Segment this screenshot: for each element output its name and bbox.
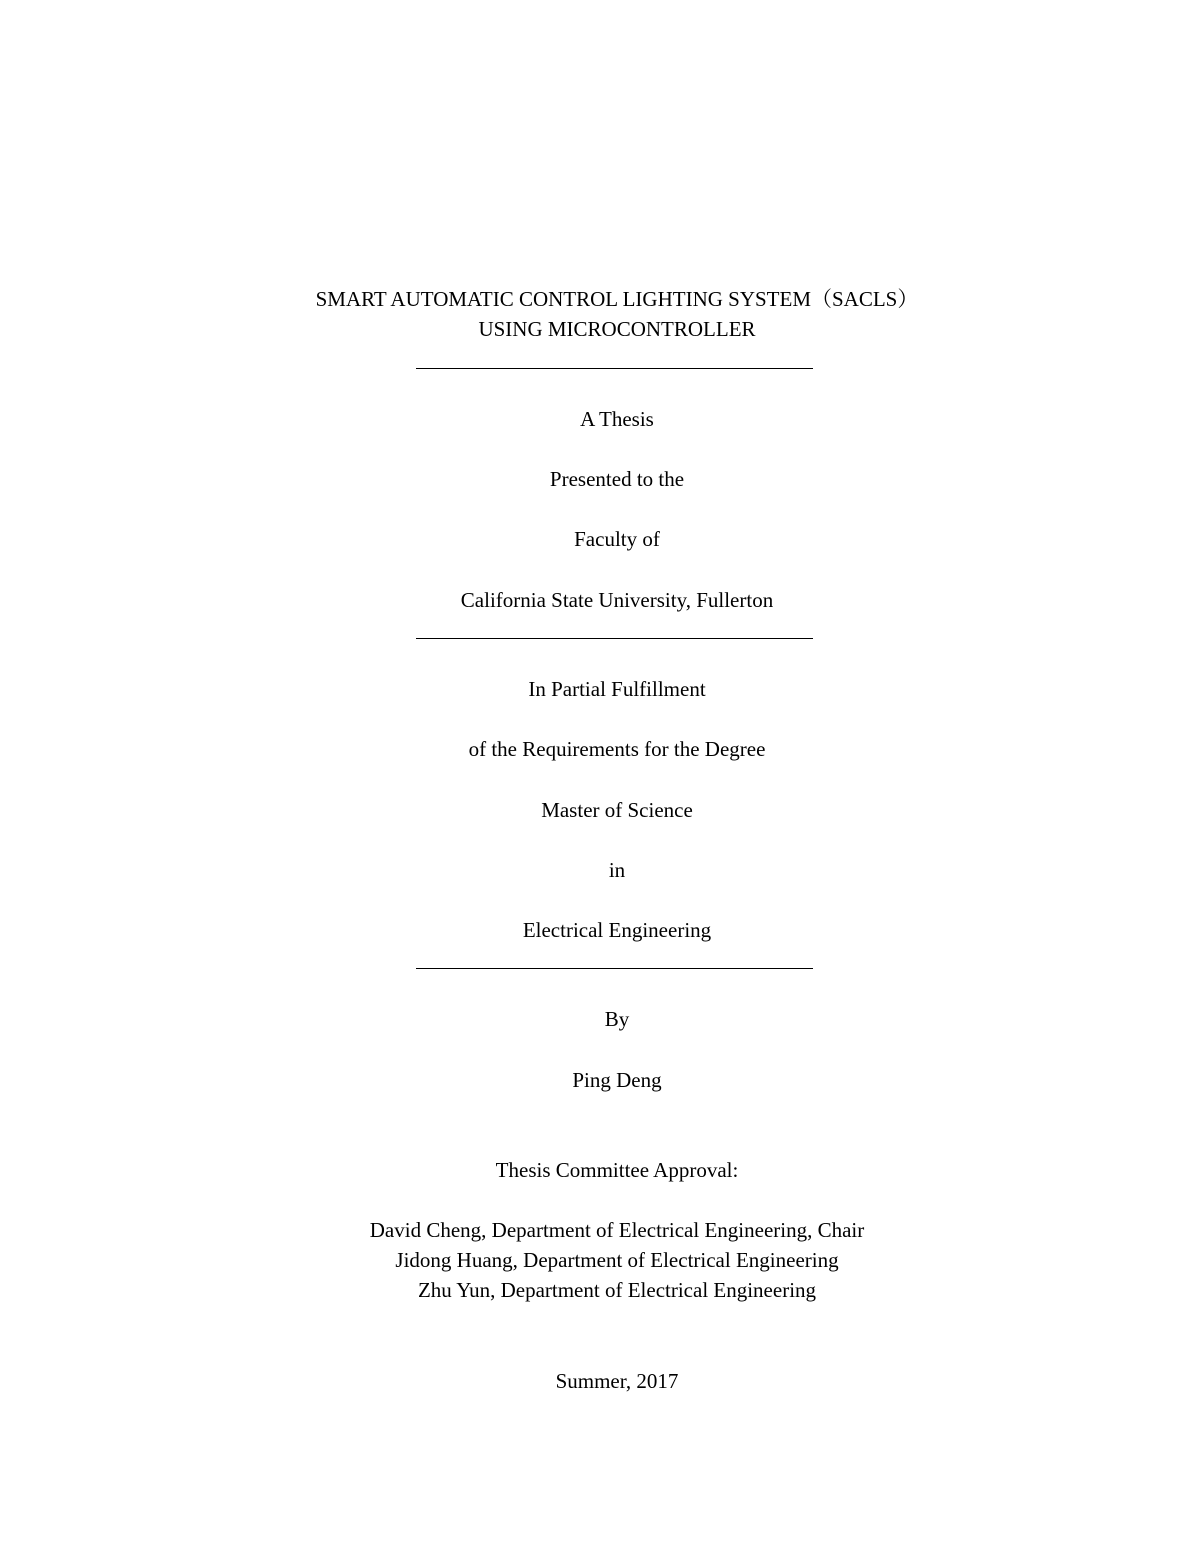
committee-member: Jidong Huang, Department of Electrical Engineering [395, 1248, 839, 1272]
degree-name: Master of Science [541, 798, 693, 822]
committee-heading: Thesis Committee Approval: [495, 1158, 739, 1182]
author-name: Ping Deng [572, 1068, 662, 1092]
university-name: California State University, Fullerton [460, 588, 774, 612]
divider-rule-1 [416, 368, 813, 369]
fulfillment-line-1: In Partial Fulfillment [528, 677, 706, 701]
faculty-of: Faculty of [574, 527, 660, 551]
divider-rule-2 [416, 638, 813, 639]
divider-rule-3 [416, 968, 813, 969]
presented-to: Presented to the [549, 467, 685, 491]
degree-field: Electrical Engineering [522, 918, 712, 942]
submission-date: Summer, 2017 [555, 1369, 679, 1393]
committee-member: David Cheng, Department of Electrical Engineering, Chair [369, 1218, 865, 1242]
thesis-title-line-1: SMART AUTOMATIC CONTROL LIGHTING SYSTEM（SACLS） [315, 287, 919, 311]
committee-member: Zhu Yun, Department of Electrical Engineering [417, 1278, 817, 1302]
fulfillment-line-2: of the Requirements for the Degree [468, 737, 766, 761]
degree-in: in [608, 858, 626, 882]
document-type: A Thesis [580, 407, 654, 431]
author-by: By [604, 1007, 630, 1031]
thesis-title-line-2: USING MICROCONTROLLER [478, 317, 756, 341]
